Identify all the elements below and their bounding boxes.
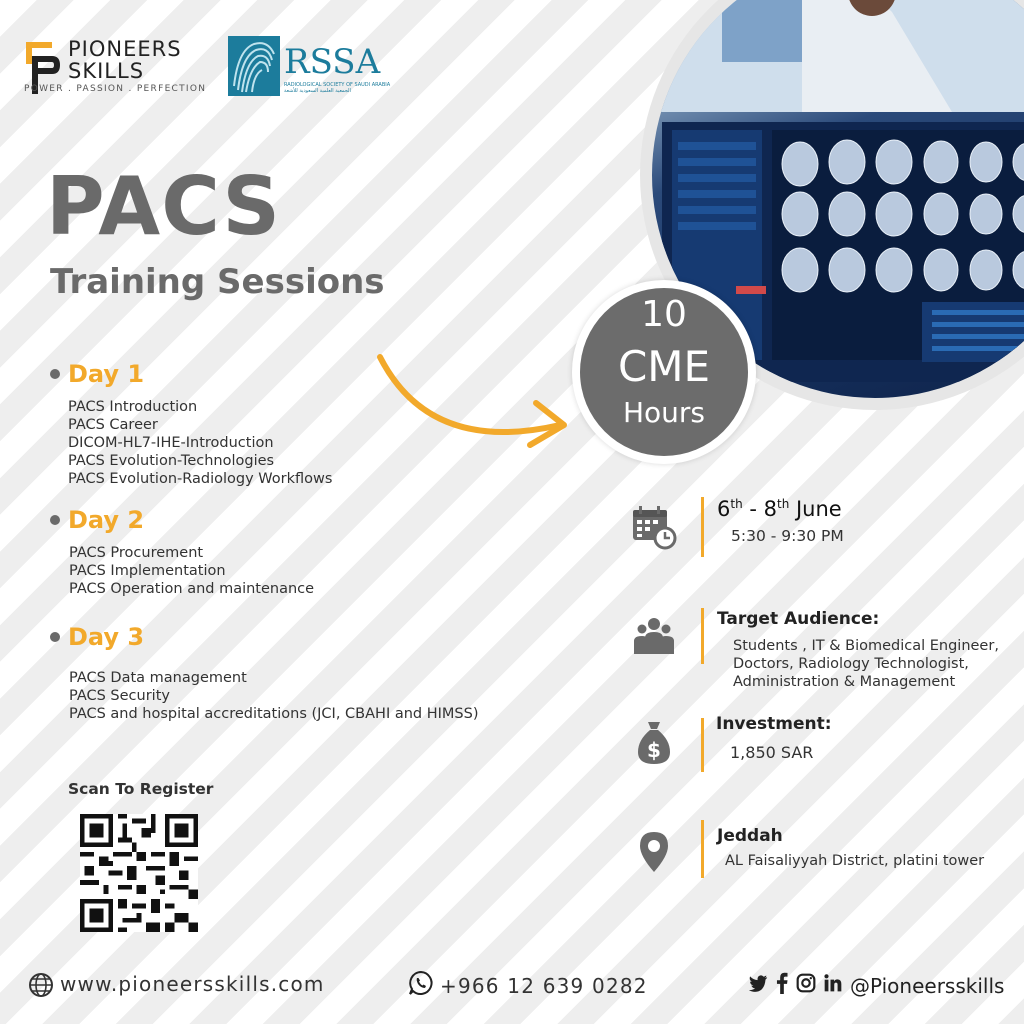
rssa-logo bbox=[228, 36, 438, 98]
date-start: 6 bbox=[717, 497, 731, 521]
group-icon bbox=[630, 614, 678, 662]
date-end: 8 bbox=[763, 497, 777, 521]
pioneers-skills-logo bbox=[22, 36, 222, 98]
location-pin-icon bbox=[630, 828, 678, 876]
rssa-mark-icon bbox=[228, 36, 280, 96]
phone-number[interactable]: +966 12 639 0282 bbox=[440, 974, 648, 998]
money-bag-icon bbox=[630, 718, 678, 766]
qr-code-icon[interactable] bbox=[80, 814, 198, 932]
bullet-icon bbox=[50, 515, 60, 525]
list-item: PACS Evolution-Radiology Workflows bbox=[68, 471, 333, 487]
divider bbox=[701, 718, 704, 772]
whatsapp-icon bbox=[408, 970, 434, 996]
day-1-section bbox=[50, 360, 332, 488]
event-dates bbox=[717, 497, 844, 545]
event-time: 5:30 - 9:30 PM bbox=[731, 527, 844, 545]
linkedin-icon[interactable] bbox=[823, 973, 843, 993]
investment-heading: Investment: bbox=[716, 714, 832, 734]
audience-line: Students , IT & Biomedical Engineer, bbox=[733, 638, 999, 654]
location-address: AL Faisaliyyah District, platini tower bbox=[725, 853, 985, 869]
calendar-clock-icon bbox=[630, 503, 678, 551]
list-item: PACS Introduction bbox=[68, 399, 198, 415]
bullet-icon bbox=[50, 369, 60, 379]
list-item: PACS and hospital accreditations (JCI, CBAHI and HIMSS) bbox=[69, 706, 479, 722]
bullet-icon bbox=[50, 632, 60, 642]
page-subtitle: Training Sessions bbox=[50, 262, 385, 302]
facebook-icon[interactable] bbox=[775, 972, 789, 994]
date-range bbox=[717, 497, 844, 521]
rssa-subtitle bbox=[284, 82, 390, 94]
day-3-section bbox=[50, 623, 478, 723]
brand-tagline: POWER . PASSION . PERFECTION bbox=[24, 84, 207, 94]
brand-name-line2: SKILLS bbox=[68, 59, 145, 83]
rssa-subtitle-ar: الجمعية العلمية السعودية للأشعة bbox=[284, 88, 351, 94]
audience-block bbox=[717, 609, 999, 691]
list-item: PACS Data management bbox=[69, 670, 247, 686]
list-item: PACS Operation and maintenance bbox=[69, 581, 315, 597]
audience-line: Administration & Management bbox=[733, 674, 956, 690]
date-month: June bbox=[789, 497, 842, 521]
pioneers-skills-name bbox=[68, 38, 182, 82]
day-title: Day 3 bbox=[68, 623, 145, 651]
divider bbox=[701, 497, 704, 557]
curved-arrow-icon bbox=[370, 345, 580, 475]
date-start-suffix: th bbox=[730, 497, 743, 511]
audience-heading: Target Audience: bbox=[717, 609, 880, 629]
day-title: Day 2 bbox=[68, 506, 145, 534]
investment-value: 1,850 SAR bbox=[730, 743, 814, 762]
twitter-icon[interactable] bbox=[748, 973, 768, 993]
date-separator: - bbox=[742, 497, 764, 521]
day-title: Day 1 bbox=[68, 360, 145, 388]
brand-name-line1: PIONEERS bbox=[68, 37, 182, 61]
investment-block bbox=[716, 714, 832, 762]
location-block bbox=[717, 826, 984, 870]
cme-unit: CME bbox=[617, 342, 711, 391]
social-handle[interactable]: @Pioneersskills bbox=[850, 974, 1005, 998]
list-item: PACS Procurement bbox=[69, 545, 204, 561]
instagram-icon[interactable] bbox=[796, 973, 816, 993]
list-item: PACS Security bbox=[69, 688, 170, 704]
date-end-suffix: th bbox=[777, 497, 790, 511]
location-city: Jeddah bbox=[717, 826, 783, 846]
svg-text:$: $ bbox=[647, 738, 661, 762]
list-item: DICOM-HL7-IHE-Introduction bbox=[68, 435, 274, 451]
page-title: PACS bbox=[46, 160, 282, 253]
social-links bbox=[748, 972, 843, 994]
divider bbox=[701, 608, 704, 664]
audience-line: Doctors, Radiology Technologist, bbox=[733, 656, 969, 672]
list-item: PACS Career bbox=[68, 417, 158, 433]
cme-number: 10 bbox=[641, 294, 687, 335]
website-link[interactable]: www.pioneersskills.com bbox=[60, 972, 325, 996]
scan-to-register-label: Scan To Register bbox=[68, 780, 214, 798]
rssa-subtitle-en: RADIOLOGICAL SOCIETY OF SAUDI ARABIA bbox=[284, 82, 391, 88]
cme-badge bbox=[580, 288, 748, 456]
list-item: PACS Evolution-Technologies bbox=[68, 453, 275, 469]
list-item: PACS Implementation bbox=[69, 563, 226, 579]
rssa-name: RSSA bbox=[284, 42, 381, 82]
cme-label: Hours bbox=[622, 396, 706, 429]
globe-icon bbox=[28, 972, 54, 998]
divider bbox=[701, 820, 704, 878]
day-2-section bbox=[50, 506, 314, 598]
